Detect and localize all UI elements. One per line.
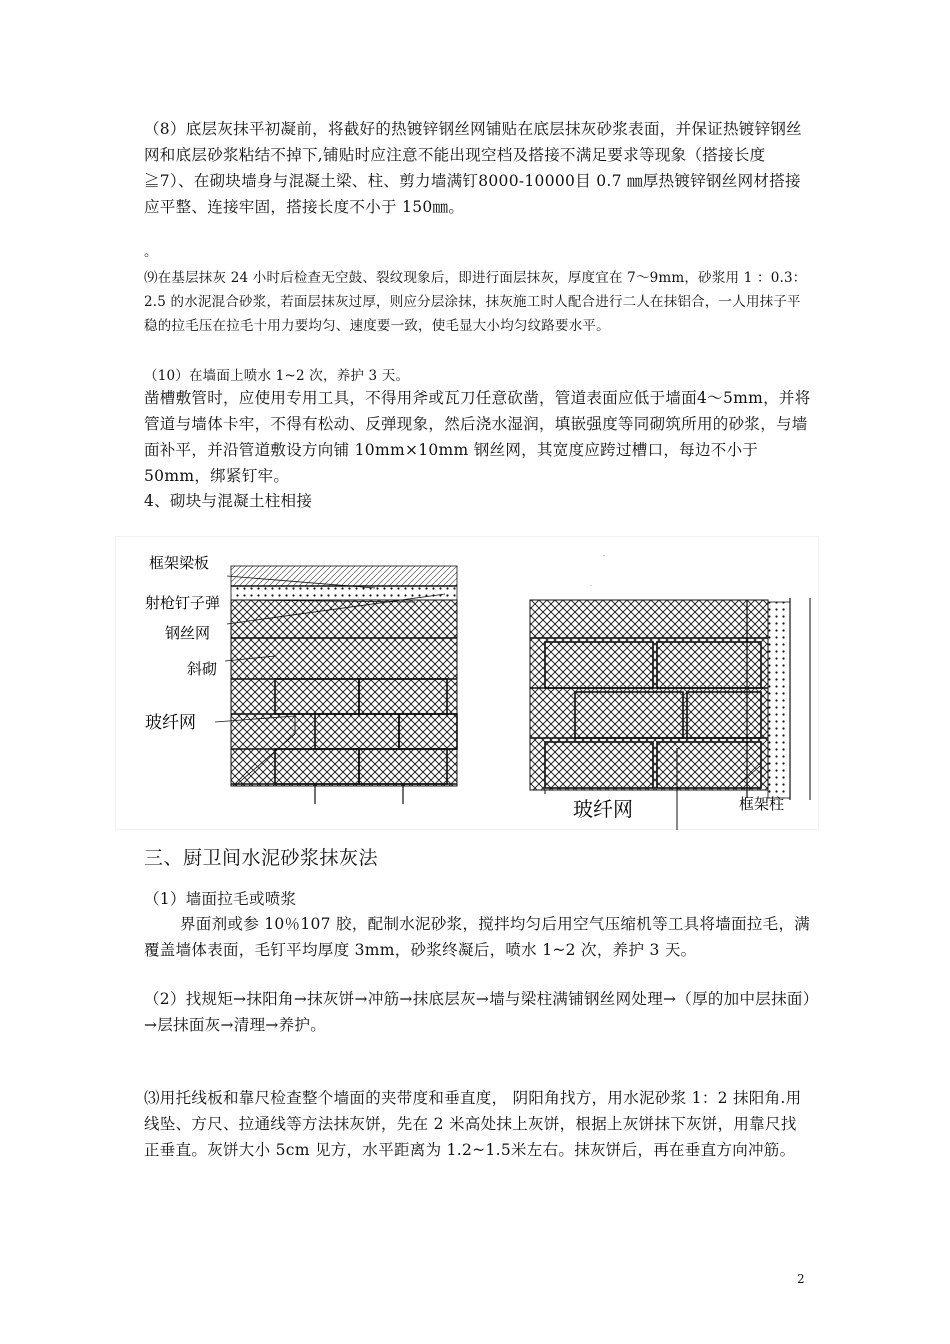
paragraph-10: （10）在墙面上喷水 1~2 次，养护 3 天。 [144,368,410,384]
section3-item3-body: ⑶用托线板和靠尺检查整个墙面的夹带度和垂直度， 阴阳角找方，用水泥砂浆 1：2 抹阳角.用线坠、方尺、拉通线等方法抹灰饼，先在 2 米高处抹上灰饼，根据上灰饼抹下灰饼，用靠尺找正垂直。灰饼大小 5cm 见方，水平距离为 1.2~1.5米左右。抹灰饼后，再在垂直方向冲筋。 [144,1089,802,1159]
label-nail-gun: 射枪钉子弹 [145,594,221,612]
paragraph-8: （8）底层灰抹平初凝前，将截好的热镀锌钢丝网铺贴在底层抹灰砂浆表面，并保证热镀锌钢丝网和底层砂浆粘结不掉下,铺贴时应注意不能出现空档及搭接不满足要求等现象（搭接长度≧7）、在砌块墙身与混凝土梁、柱、剪力墙满钉8000-10000目 0.7 ㎜厚热镀锌钢丝网材搭接应平整、连接牢固，搭接长度不小于 150㎜。 [144,120,802,216]
section-heading: 三、厨卫间水泥砂浆抹灰法 [144,847,379,869]
junction-figure [115,536,819,830]
label-glass-mesh-right: 玻纤网 [573,797,633,821]
paragraph-12: 4、砌块与混凝土柱相接 [144,492,313,510]
label-steel-mesh: 钢丝网 [165,624,211,642]
paragraph-11: 凿槽敷管时，应使用专用工具，不得用斧或瓦刀任意砍凿，管道表面应低于墙面4～5mm，并将管道与墙体卡牢，不得有松动、反弹现象，然后浇水湿润，填嵌强度等同砌筑所用的砂浆，与墙面补平，并沿管道敷设方向铺 10mm×10mm 钢丝网，其宽度应跨过槽口，每边不小于 50mm，绑紧钉牢。 [144,389,811,485]
label-oblique-masonry: 斜砌 [187,660,218,678]
label-glass-mesh-left: 玻纤网 [145,713,196,733]
page-number: 2 [797,1272,805,1286]
svg-text:.: . [590,581,592,588]
section3-item1-title: （1）墙面拉毛或喷浆 [144,890,297,908]
svg-text:.: . [603,551,605,558]
label-frame-column: 框架柱 [739,795,785,813]
paragraph-9: ⑼在基层抹灰 24 小时后检查无空鼓、裂纹现象后，即进行面层抹灰，厚度宜在 7～9mm，砂浆用 1 ：0.3：2.5 的水泥混合砂浆，若面层抹灰过厚，则应分层涂抹，抹灰施工时人配合进行二人在抹铝合，一人用抹子平稳的拉毛压在拉毛十用力要均匀、速度要一致，使毛显大小均匀纹路要水平。 [144,270,807,334]
section3-item1-body: 界面剂或参 10％107 胶，配制水泥砂浆，搅拌均匀后用空气压缩机等工具将墙面拉毛，满覆盖墙体表面，毛钉平均厚度 3mm，砂浆终凝后，喷水 1~2 次，养护 3 天。 [144,915,811,959]
paragraph-dot: 。 [144,244,158,260]
section3-item2-body: （2）找规矩→抹阳角→抹灰饼→冲筋→抹底层灰→墙与梁柱满铺钢丝网处理→（厚的加中层抹面）→层抹面灰→清理→养护。 [144,990,811,1034]
label-frame-beam: 框架梁板 [149,554,210,572]
